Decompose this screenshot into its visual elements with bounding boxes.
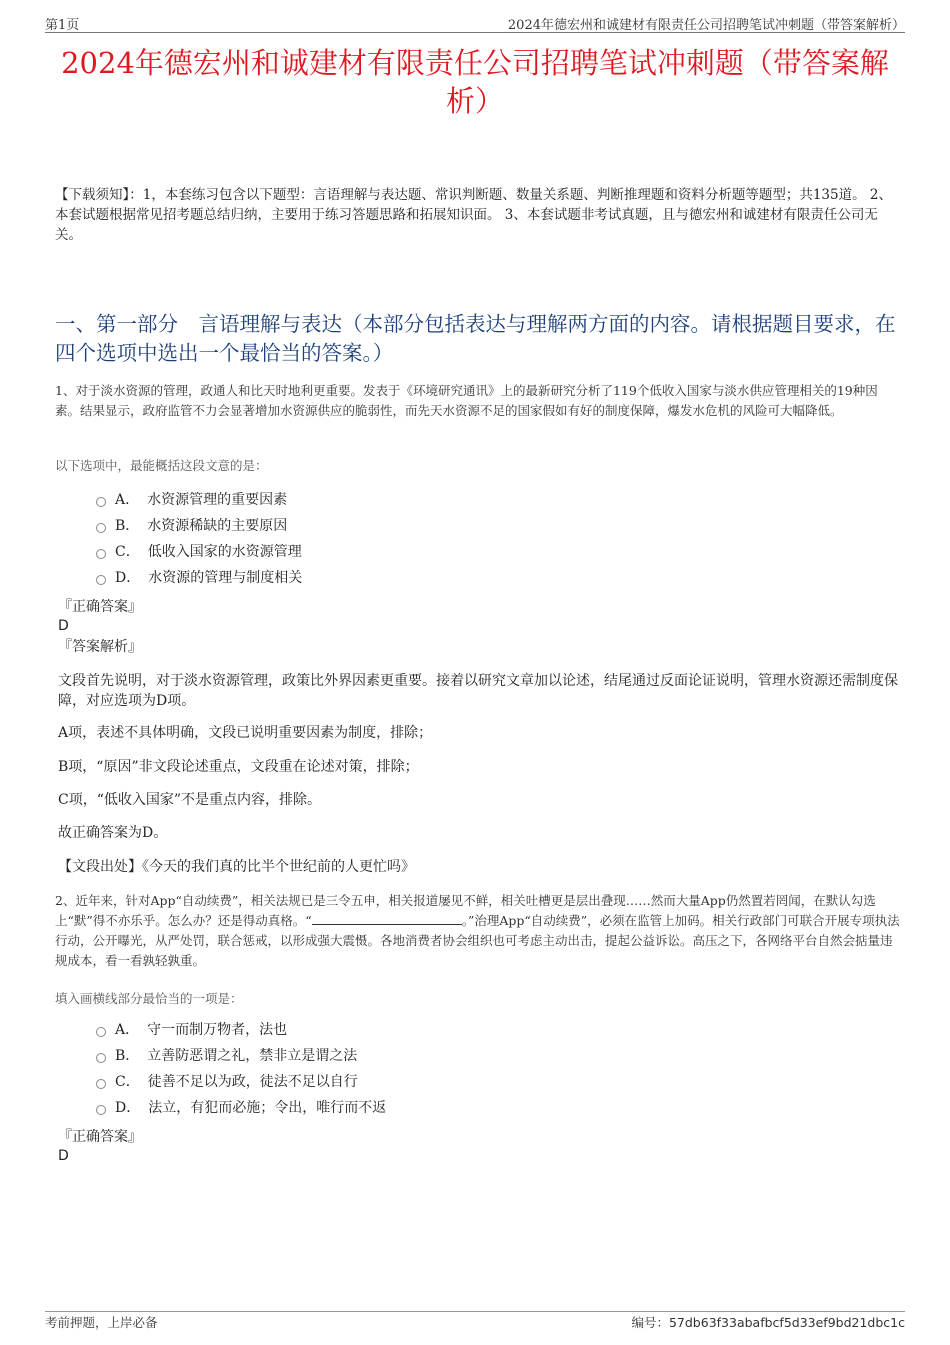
question-2-answer-label: 『正确答案』 <box>58 1129 142 1145</box>
footer-divider <box>45 1311 905 1312</box>
question-1-option-d[interactable]: D． 水资源的管理与制度相关 <box>96 565 796 591</box>
footer-slogan: 考前押题，上岸必备 <box>45 1315 158 1330</box>
question-1-analysis-c: C项，“低收入国家”不是重点内容，排除。 <box>58 792 322 808</box>
radio-icon[interactable] <box>96 1105 106 1115</box>
question-1-option-c[interactable]: C． 低收入国家的水资源管理 <box>96 539 796 565</box>
radio-icon[interactable] <box>96 1053 106 1063</box>
question-1-analysis-conclusion: 故正确答案为D。 <box>58 825 168 841</box>
question-2-option-b[interactable]: B． 立善防恶谓之礼，禁非立是谓之法 <box>96 1043 796 1069</box>
question-1-analysis-summary: 文段首先说明，对于淡水资源管理，政策比外界因素更重要。接着以研究文章加以论述，结尾通过反面论证说明，管理水资源还需制度保障，对应选项为D项。 <box>58 673 898 709</box>
question-2-text: 2、近年来，针对App“自动续费”，相关法规已是三令五申，相关报道屡见不鲜，相关吐槽更是层出叠现……然而大量App仍然置若罔闻，在默认勾选上“默”得不亦乐乎。怎么办？还是得动真格。“ 。”治理App“自动续费”，必须在监管上加码。相关行政部门可联合开展专项执法行动，公开曝光，从严处罚，联合惩戒，以形成强大震慑。各地消费者协会组织也可考虑主动出击，提起公益诉讼。高压之下，各网络平台自然会掂量违规成本，看一看孰轻孰重。 <box>55 893 900 968</box>
header-doc-title: 2024年德宏州和诚建材有限责任公司招聘笔试冲刺题（带答案解析） <box>507 18 905 33</box>
question-2-option-d[interactable]: D． 法立，有犯而必施；令出，唯行而不返 <box>96 1095 796 1121</box>
question-1-source: 【文段出处】《今天的我们真的比半个世纪前的人更忙吗》 <box>58 859 415 875</box>
question-2-option-c[interactable]: C． 徒善不足以为政，徒法不足以自行 <box>96 1069 796 1095</box>
footer-code: 编号：57db63f33abafbcf5d33ef9bd21dbc1c <box>631 1315 905 1330</box>
question-2-option-a[interactable]: A． 守一而制万物者，法也 <box>96 1017 796 1043</box>
download-notice: 【下载须知】：1，本套练习包含以下题型：言语理解与表达题、常识判断题、数量关系题、判断推理题和资料分析题等题型；共135道。 2、本套试题根据常见招考题总结归纳，主要用于练习答题思路和拓展知识面。 3、本套试题非考试真题，且与德宏州和诚建材有限责任公司无关。 <box>55 187 892 243</box>
radio-icon[interactable] <box>96 1027 106 1037</box>
question-2-prompt: 填入画横线部分最恰当的一项是： <box>55 991 243 1006</box>
question-1-prompt: 以下选项中，最能概括这段文意的是： <box>55 458 268 473</box>
question-1-analysis-a: A项，表述不具体明确，文段已说明重要因素为制度，排除； <box>58 725 433 741</box>
question-1-analysis-b: B项，“原因”非文段论述重点，文段重在论述对策，排除； <box>58 759 419 775</box>
question-1-options <box>96 487 796 591</box>
question-1-option-b[interactable]: B． 水资源稀缺的主要原因 <box>96 513 796 539</box>
document-title: 2024年德宏州和诚建材有限责任公司招聘笔试冲刺题（带答案解析） <box>61 46 889 118</box>
radio-icon[interactable] <box>96 1079 106 1089</box>
radio-icon[interactable] <box>96 523 106 533</box>
question-1-answer-label: 『正确答案』 <box>58 599 142 615</box>
question-1-analysis-label: 『答案解析』 <box>58 639 142 655</box>
radio-icon[interactable] <box>96 575 106 585</box>
question-1-answer: D <box>58 618 69 634</box>
header-divider <box>45 32 905 33</box>
radio-icon[interactable] <box>96 549 106 559</box>
question-2-answer: D <box>58 1148 69 1164</box>
question-2-options <box>96 1017 796 1121</box>
question-1-text: 1、对于淡水资源的管理，政通人和比天时地利更重要。发表于《环境研究通讯》上的最新研究分析了119个低收入国家与淡水供应管理相关的19种因素。结果显示，政府监管不力会显著增加水资源供应的脆弱性，而先天水资源不足的国家假如有好的制度保障，爆发水危机的风险可大幅降低。 <box>55 383 878 418</box>
page-header <box>45 12 905 32</box>
section-heading: 一、第一部分 言语理解与表达（本部分包括表达与理解两方面的内容。请根据题目要求，在四个选项中选出一个最恰当的答案。） <box>55 312 896 365</box>
question-1-option-a[interactable]: A． 水资源管理的重要因素 <box>96 487 796 513</box>
radio-icon[interactable] <box>96 497 106 507</box>
fill-in-blank[interactable] <box>312 912 462 925</box>
page-number: 第1页 <box>45 18 80 33</box>
